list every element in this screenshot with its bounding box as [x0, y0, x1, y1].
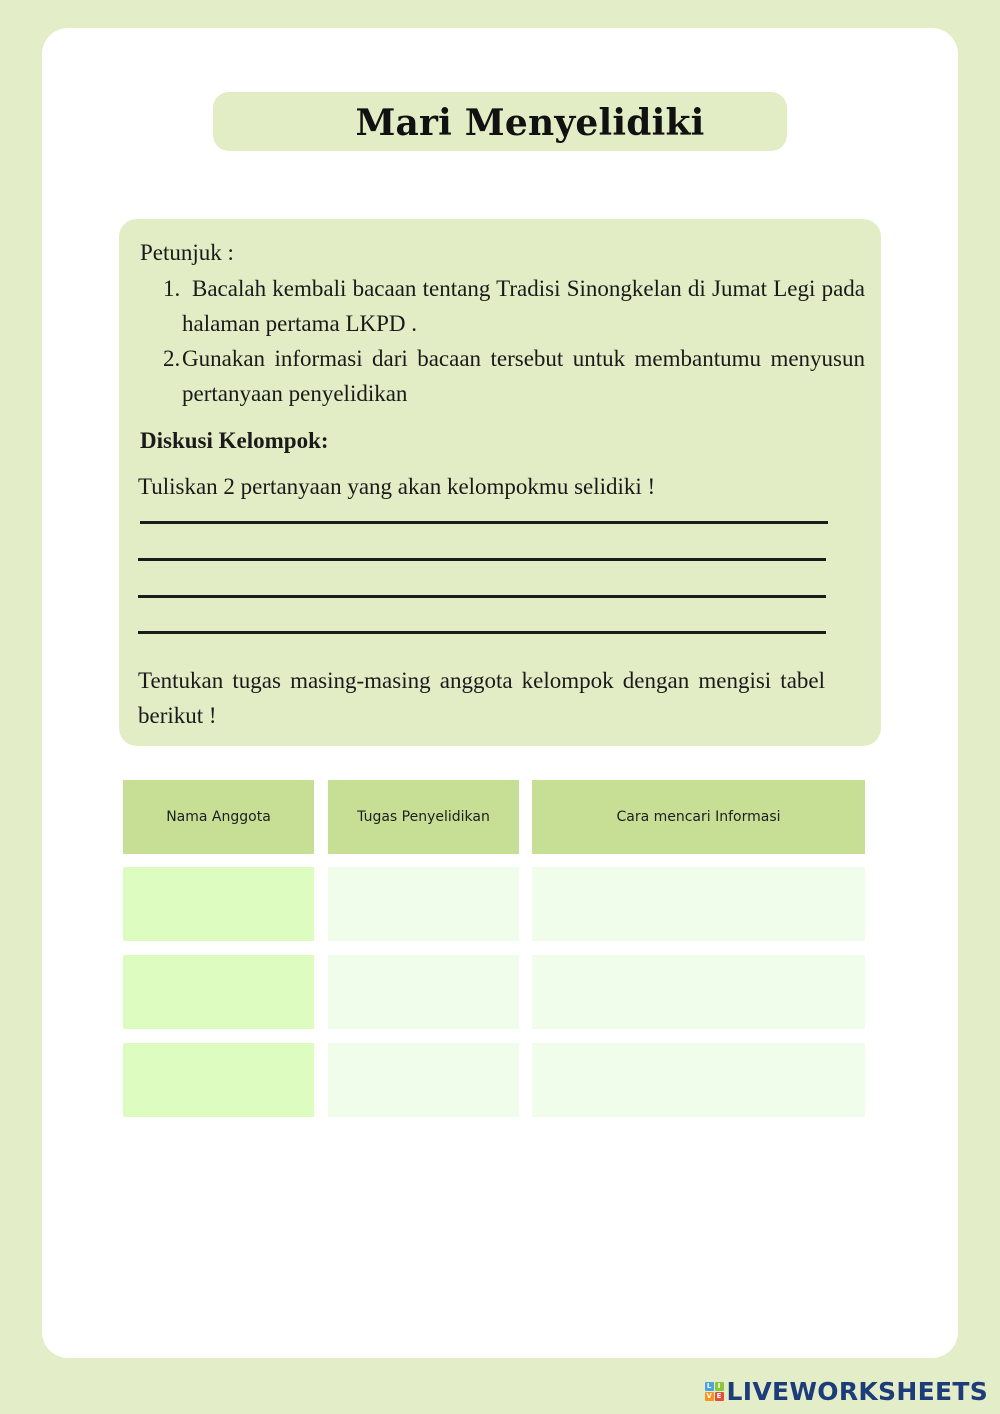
discussion-heading: Diskusi Kelompok: [140, 428, 329, 453]
page-title: Mari Menyelidiki [355, 102, 705, 144]
task-instruction-line1: Tentukan tugas masing-masing anggota kelompok dengan mengisi tabel [138, 668, 825, 693]
answer-line-3[interactable] [138, 595, 826, 598]
logo-letter-l: L [705, 1382, 714, 1391]
logo-letter-i: I [715, 1382, 724, 1391]
logo-letter-v: V [706, 1392, 712, 1400]
liveworksheets-logo-icon [705, 1382, 724, 1401]
table-cell-task-row-2[interactable] [328, 955, 519, 1029]
logo-letter-e: E [715, 1392, 724, 1401]
question-prompt: Tuliskan 2 pertanyaan yang akan kelompokmu selidiki ! [138, 474, 656, 499]
title-banner [213, 92, 787, 151]
answer-line-1[interactable] [140, 521, 828, 524]
instruction-2-line1: Gunakan informasi dari bacaan tersebut untuk membantumu menyusun [182, 346, 865, 371]
table-cell-task-row-1[interactable] [328, 867, 519, 941]
instruction-1-line2: halaman pertama LKPD . [182, 311, 418, 336]
table-cell-method-row-2[interactable] [532, 955, 865, 1029]
instruction-2-line2: pertanyaan penyelidikan [182, 381, 408, 406]
table-cell-task-row-3[interactable] [328, 1043, 519, 1117]
answer-line-2[interactable] [138, 558, 826, 561]
table-header-tugas-penyelidikan: Tugas Penyelidikan [328, 780, 519, 854]
instructions-heading: Petunjuk : [140, 240, 234, 265]
instruction-1-number: 1. [163, 276, 181, 301]
liveworksheets-logo[interactable] [705, 1377, 988, 1406]
table-header-cara-mencari-informasi: Cara mencari Informasi [532, 780, 865, 854]
liveworksheets-brand-text: LIVEWORKSHEETS [726, 1377, 988, 1406]
instruction-1-line1: Bacalah kembali bacaan tentang Tradisi Sinongkelan di Jumat Legi pada [192, 276, 865, 301]
table-cell-name-row-2[interactable] [123, 955, 314, 1029]
answer-line-4[interactable] [138, 631, 826, 634]
table-cell-name-row-1[interactable] [123, 867, 314, 941]
table-cell-method-row-3[interactable] [532, 1043, 865, 1117]
task-instruction-line2: berikut ! [138, 703, 217, 728]
table-cell-name-row-3[interactable] [123, 1043, 314, 1117]
instruction-2-number: 2. [163, 346, 181, 371]
table-header-nama-anggota: Nama Anggota [123, 780, 314, 854]
table-cell-method-row-1[interactable] [532, 867, 865, 941]
